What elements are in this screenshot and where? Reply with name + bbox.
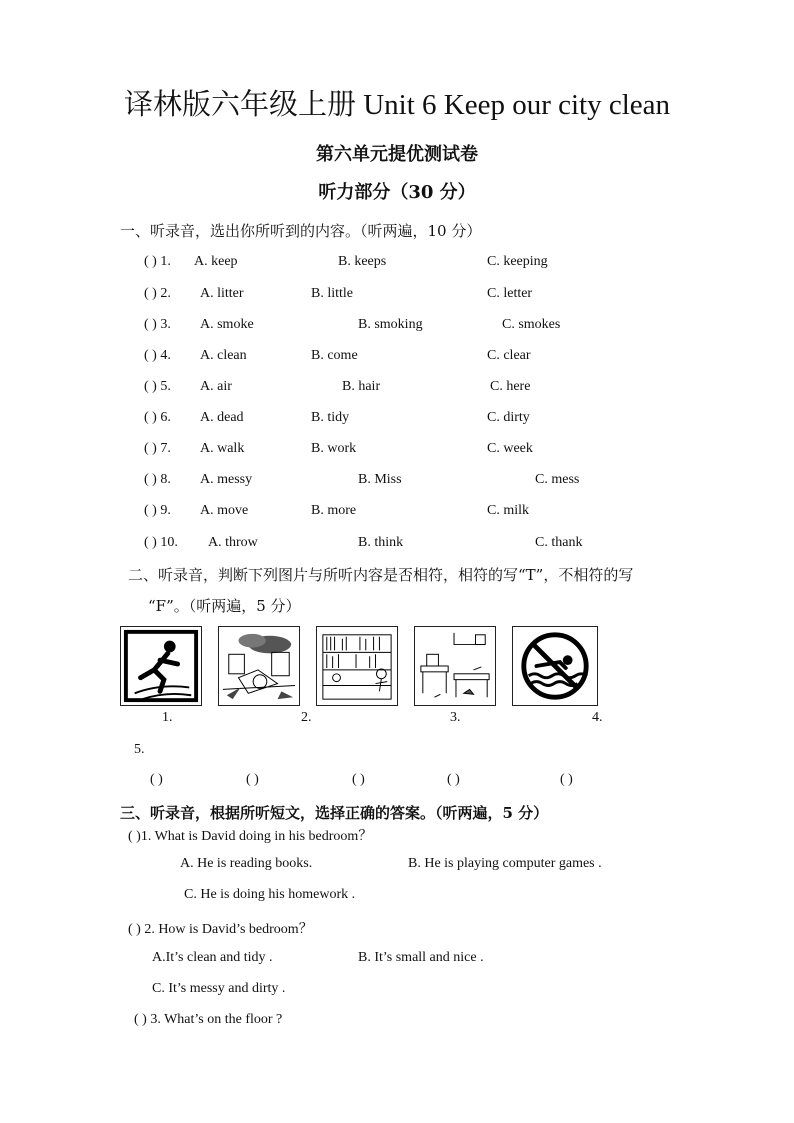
part3-q1-option-b: B. He is playing computer games . [408,856,602,871]
answer-blank-2[interactable]: ( ) [246,772,259,787]
part3-q1-option-a: A. He is reading books. [180,856,313,871]
option-b: B. Miss [358,472,402,487]
part3-instruction: 三、听录音，根据所听短文，选择正确的答案。（听两遍，5 分） [120,804,549,822]
picture-number-2: 2. [301,710,312,725]
option-a: A. dead [200,410,244,425]
option-a: A. throw [208,535,258,550]
option-c: C. smokes [502,317,561,332]
picture-number-4: 4. [592,710,603,725]
answer-blank-3[interactable]: ( ) [352,772,365,787]
part3-q2-option-b: B. It’s small and nice . [358,950,484,965]
option-b: B. smoking [358,317,423,332]
question-number: ( ) 7. [144,441,171,456]
option-c: C. milk [487,503,530,518]
option-c: C. clear [487,348,531,363]
option-a: A. smoke [200,317,254,332]
option-c: C. dirty [487,410,530,425]
option-a: A. messy [200,472,253,487]
part3-question-3: ( ) 3. What’s on the floor ? [134,1012,283,1027]
option-a: A. move [200,503,249,518]
picture-no-swimming-sign [512,626,598,706]
option-c: C. letter [487,286,533,301]
part2-instruction-line1: 二、听录音，判断下列图片与所听内容是否相符，相符的写“T”，不相符的写 [128,566,634,584]
picture-smoky-factory [218,626,300,706]
question-number: ( ) 6. [144,410,171,425]
question-number: ( ) 8. [144,472,171,487]
picture-messy-classroom [414,626,496,706]
part2-pictures [120,626,600,708]
answer-blank-1[interactable]: ( ) [150,772,163,787]
picture-number-5: 5. [134,742,145,757]
option-c: C. here [490,379,531,394]
picture-number-3: 3. [450,710,461,725]
option-b: B. more [311,503,357,518]
part3-question-2: ( ) 2. How is David’s bedroom？ [128,922,313,937]
option-b: B. little [311,286,353,301]
part3-question-1: ( )1. What is David doing in his bedroom？ [128,829,373,844]
option-c: C. mess [535,472,580,487]
option-b: B. come [311,348,358,363]
option-c: C. keeping [487,254,548,269]
part3-q1-option-c: C. He is doing his homework . [184,887,356,902]
question-number: ( ) 3. [144,317,171,332]
page-subtitle: 第六单元提优测试卷 [316,144,478,165]
option-a: A. walk [200,441,245,456]
question-number: ( ) 9. [144,503,171,518]
answer-blank-4[interactable]: ( ) [447,772,460,787]
part2-instruction-line2: “F”。（听两遍，5 分） [148,597,301,615]
option-b: B. keeps [338,254,387,269]
question-number: ( ) 5. [144,379,171,394]
question-number: ( ) 1. [144,254,171,269]
page-title: 译林版六年级上册 Unit 6 Keep our city clean [123,89,671,121]
question-number: ( ) 4. [144,348,171,363]
part1-instruction: 一、听录音，选出你所听到的内容。（听两遍，10 分） [120,222,482,240]
question-number: ( ) 10. [144,535,178,550]
part3-q2-option-a: A.It’s clean and tidy . [152,950,273,965]
section-heading: 听力部分（30 分） [318,182,476,203]
option-a: A. air [200,379,232,394]
option-b: B. work [311,441,357,456]
option-b: B. tidy [311,410,350,425]
question-number: ( ) 2. [144,286,171,301]
part3-q2-option-c: C. It’s messy and dirty . [152,981,286,996]
option-c: C. week [487,441,533,456]
option-c: C. thank [535,535,583,550]
picture-slippery-sign [120,626,202,706]
option-a: A. litter [200,286,244,301]
picture-number-1: 1. [162,710,173,725]
picture-messy-bookshelf [316,626,398,706]
answer-blank-5[interactable]: ( ) [560,772,573,787]
option-b: B. think [358,535,404,550]
option-b: B. hair [342,379,381,394]
option-a: A. keep [194,254,238,269]
option-a: A. clean [200,348,247,363]
